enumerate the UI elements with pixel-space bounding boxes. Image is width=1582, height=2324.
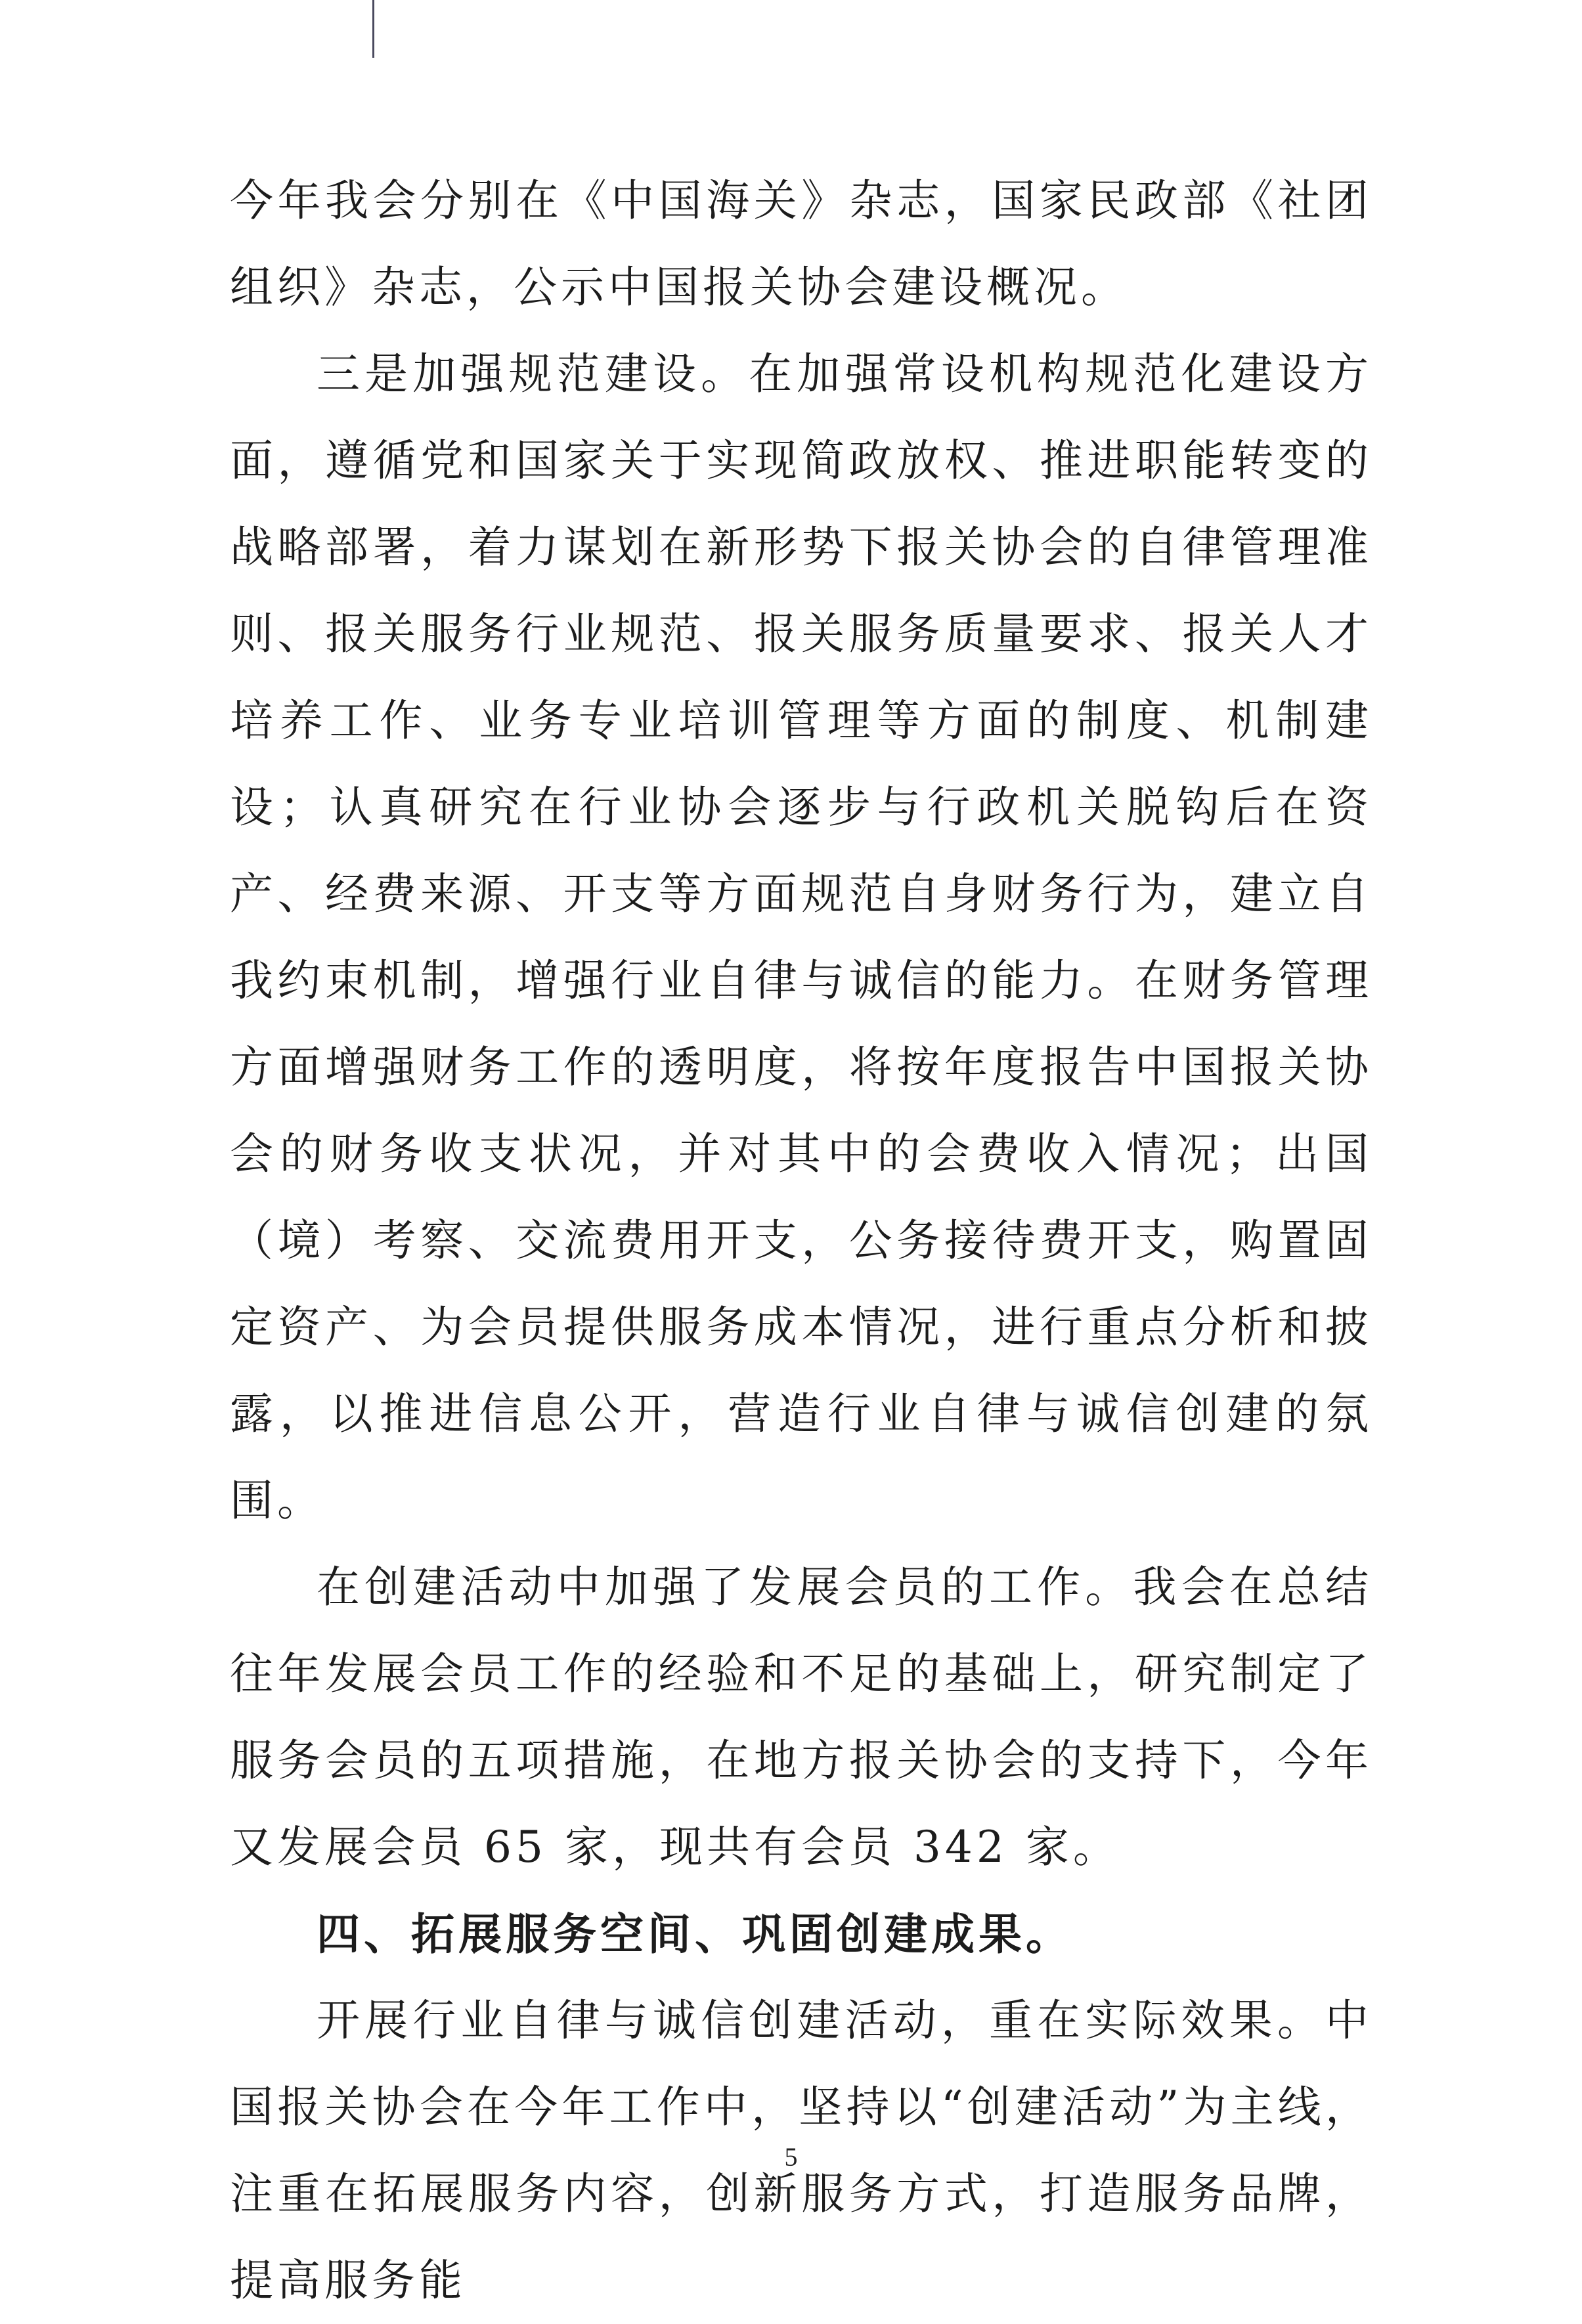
- paragraph-standardization: 三是加强规范建设。在加强常设机构规范化建设方面，遵循党和国家关于实现简政放权、推进职能转变的战略部署，着力谋划在新形势下报关协会的自律管理准则、报关服务行业规范、报关服务质量要求、报关人才培养工作、业务专业培训管理等方面的制度、机制建设；认真研究在行业协会逐步与行政机关脱钩后在资产、经费来源、开支等方面规范自身财务行为，建立自我约束机制，增强行业自律与诚信的能力。在财务管理方面增强财务工作的透明度，将按年度报告中国报关协会的财务收支状况，并对其中的会费收入情况；出国（境）考察、交流费用开支，公务接待费开支，购置固定资产、为会员提供服务成本情况，进行重点分析和披露，以推进信息公开，营造行业自律与诚信创建的氛围。: [230, 349, 1373, 1526]
- page-number: 5: [784, 2142, 798, 2172]
- paragraph-member-development: 在创建活动中加强了发展会员的工作。我会在总结往年发展会员工作的经验和不足的基础上，研究制定了服务会员的五项措施，在地方报关协会的支持下，今年又发展会员 65 家，现共有会员 342 家。: [230, 1562, 1373, 1872]
- paragraph-service-expansion: 开展行业自律与诚信创建活动，重在实际效果。中国报关协会在今年工作中，坚持以“创建活动”为主线，注重在拓展服务内容，创新服务方式，打造服务品牌，提高服务能: [230, 1995, 1373, 2306]
- scan-edge-mark: [372, 0, 374, 58]
- section-heading-four: 四、拓展服务空间、巩固创建成果。: [317, 1908, 1073, 1960]
- paragraph-continuation: 今年我会分别在《中国海关》杂志，国家民政部《社团组织》杂志，公示中国报关协会建设概况。: [230, 175, 1373, 312]
- document-body: [230, 158, 1373, 2324]
